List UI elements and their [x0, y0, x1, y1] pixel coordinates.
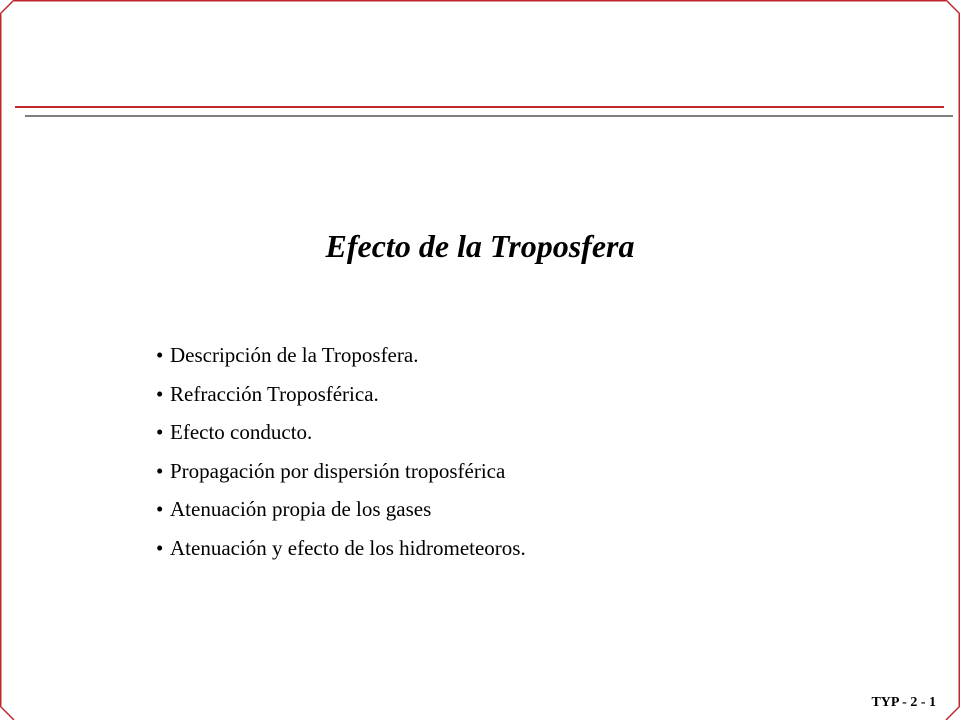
bullet-text: Descripción de la Troposfera. [170, 343, 419, 367]
bullet-item-1 [156, 336, 526, 375]
bullet-item-6 [156, 529, 526, 568]
frame-corner-bottom-right [946, 706, 960, 720]
bullet-text: Refracción Troposférica. [170, 381, 379, 406]
frame-corner-bottom-left [0, 706, 14, 720]
slide-footer-page-code: TYP - 2 - 1 [871, 695, 936, 710]
bullet-marker: • [156, 497, 164, 522]
bullet-item-5 [156, 490, 526, 529]
bullet-marker: • [156, 381, 164, 406]
bullet-text: Atenuación y efecto de los hidrometeoros. [170, 535, 526, 560]
bullet-item-2 [156, 375, 526, 414]
header-rule-red [15, 106, 944, 108]
frame-corner-top-left [0, 0, 14, 14]
frame-corner-top-right [946, 0, 960, 14]
bullet-marker: • [156, 458, 164, 483]
header-rule-gray [25, 115, 953, 117]
bullet-text: Atenuación propia de los gases [170, 497, 432, 522]
bullet-text: Propagación por dispersión troposférica [170, 458, 506, 483]
slide-title: Efecto de la Troposfera [325, 228, 635, 264]
bullet-marker: • [156, 535, 164, 560]
bullet-text: Efecto conducto. [170, 420, 313, 445]
bullet-marker: • [156, 420, 164, 445]
bullet-list [156, 336, 526, 568]
bullet-item-4 [156, 452, 526, 491]
bullet-item-3 [156, 413, 526, 452]
bullet-marker: • [156, 343, 164, 367]
